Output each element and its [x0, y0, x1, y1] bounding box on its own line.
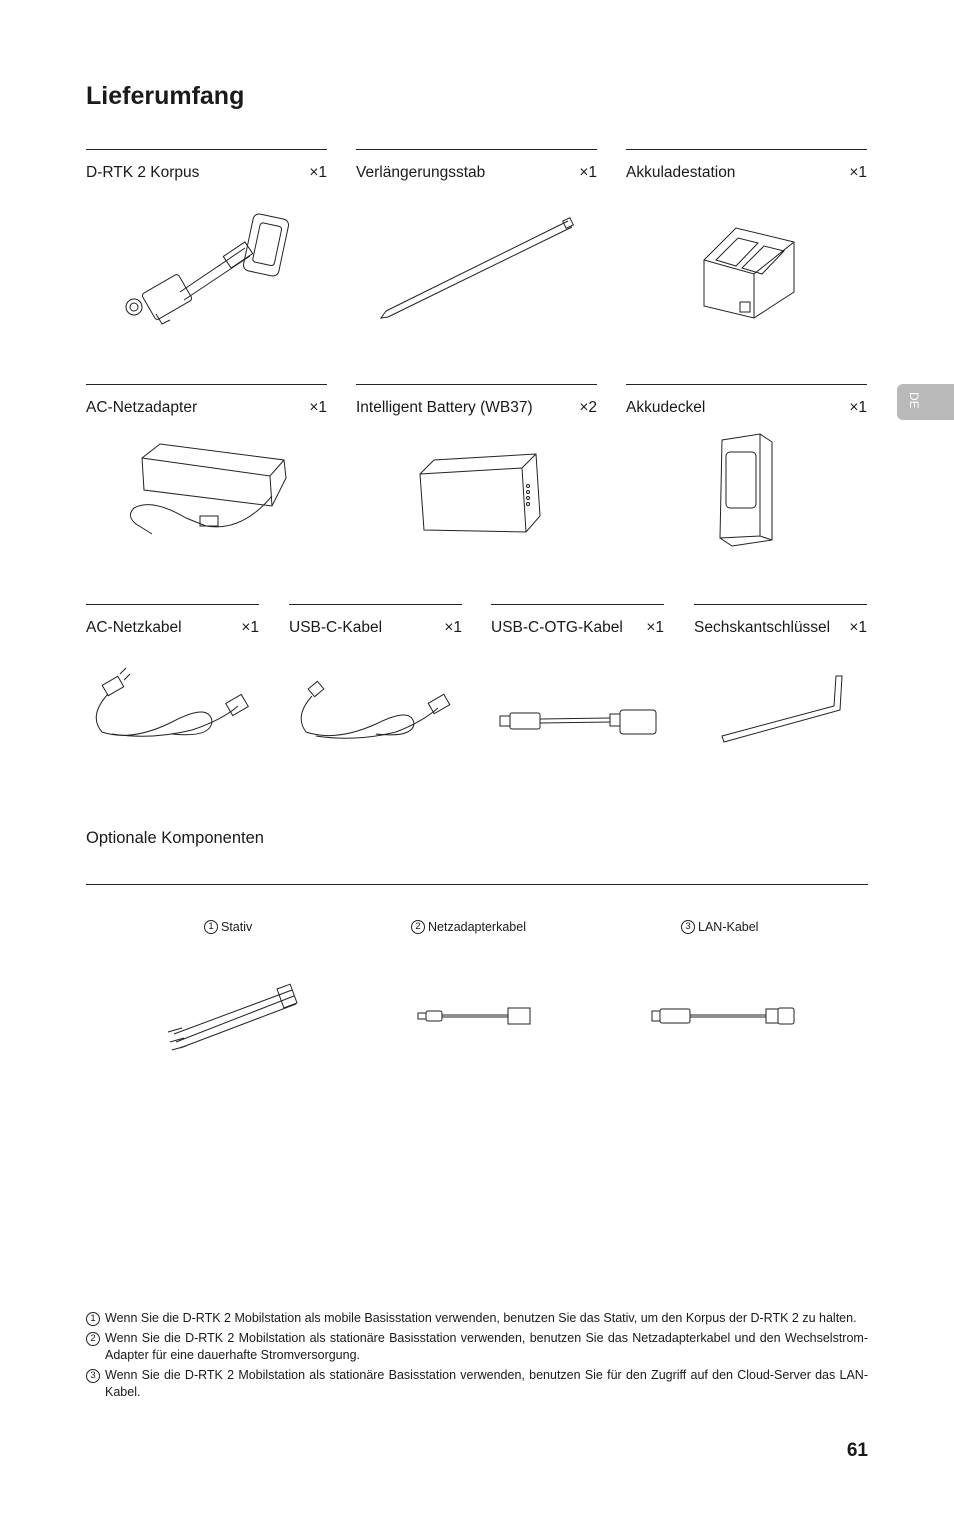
circled-number: 2 [86, 1332, 100, 1346]
item-name: USB-C-OTG-Kabel [491, 619, 623, 636]
item-sechskantschluessel [694, 604, 867, 637]
lan-cable-illustration [650, 1006, 798, 1026]
power-adapter-cable-illustration [416, 1006, 534, 1026]
item-usb-c-otg-kabel [491, 604, 664, 637]
item-ac-netzkabel [86, 604, 259, 637]
optional-divider [86, 884, 868, 885]
item-name: Akkuladestation [626, 164, 736, 181]
language-tab [897, 384, 954, 420]
item-name: Akkudeckel [626, 399, 706, 416]
tripod-illustration [164, 982, 304, 1052]
footnote [86, 1330, 868, 1364]
item-qty: ×1 [849, 399, 867, 416]
item-akkuladestation [626, 149, 867, 182]
item-qty: ×1 [309, 399, 327, 416]
circled-number: 1 [86, 1312, 100, 1326]
footnote-text: Wenn Sie die D-RTK 2 Mobilstation als mobile Basisstation verwenden, benutzen Sie das Stativ, um den Korpus der D-RTK 2 zu halten. [105, 1311, 857, 1325]
item-name: Intelligent Battery (WB37) [356, 399, 533, 416]
item-name: D-RTK 2 Korpus [86, 164, 200, 181]
language-tab-label: DE [907, 392, 921, 409]
item-name: Verlängerungsstab [356, 164, 486, 181]
battery-cover-illustration [716, 432, 776, 548]
extension-rod-illustration [376, 215, 576, 320]
item-qty: ×1 [646, 619, 664, 636]
footnote [86, 1310, 868, 1327]
item-qty: ×1 [579, 164, 597, 181]
optional-item-label: Stativ [221, 920, 253, 934]
item-usb-c-kabel [289, 604, 462, 637]
intelligent-battery-illustration [416, 450, 544, 536]
item-verlaengerungsstab [356, 149, 597, 182]
optional-item-stativ [204, 920, 252, 934]
usb-c-cable-illustration [296, 680, 456, 744]
optional-item-lan-kabel [681, 920, 758, 934]
item-qty: ×1 [849, 164, 867, 181]
circled-number: 3 [86, 1369, 100, 1383]
item-qty: ×1 [444, 619, 462, 636]
item-d-rtk-2-korpus [86, 149, 327, 182]
item-qty: ×2 [579, 399, 597, 416]
footnote-text: Wenn Sie die D-RTK 2 Mobilstation als stationäre Basisstation verwenden, benutzen Sie für den Zugriff auf den Cloud-Server das LAN-Kabel. [105, 1368, 868, 1399]
d-rtk-2-body-illustration [120, 210, 290, 330]
ac-power-adapter-illustration [122, 436, 294, 546]
optional-item-label: LAN-Kabel [698, 920, 759, 934]
item-qty: ×1 [241, 619, 259, 636]
page-title: Lieferumfang [86, 82, 245, 110]
item-qty: ×1 [849, 619, 867, 636]
item-name: AC-Netzkabel [86, 619, 182, 636]
item-intelligent-battery [356, 384, 597, 417]
usb-c-otg-cable-illustration [498, 706, 660, 740]
circled-number: 1 [204, 920, 218, 934]
item-name: USB-C-Kabel [289, 619, 383, 636]
circled-number: 2 [411, 920, 425, 934]
item-name: Sechskantschlüssel [694, 619, 831, 636]
circled-number: 3 [681, 920, 695, 934]
item-qty: ×1 [309, 164, 327, 181]
item-akkudeckel [626, 384, 867, 417]
item-ac-netzadapter [86, 384, 327, 417]
ac-power-cable-illustration [92, 672, 254, 744]
hex-key-illustration [718, 672, 846, 744]
page-number: 61 [846, 1440, 868, 1461]
optional-item-label: Netzadapterkabel [428, 920, 526, 934]
optional-item-netzadapterkabel [411, 920, 526, 934]
optional-components-title: Optionale Komponenten [86, 829, 264, 847]
item-name: AC-Netzadapter [86, 399, 198, 416]
footnotes [86, 1310, 868, 1404]
footnote [86, 1367, 868, 1401]
charging-station-illustration [696, 222, 800, 322]
footnote-text: Wenn Sie die D-RTK 2 Mobilstation als stationäre Basisstation verwenden, benutzen Sie das Netzadapterkabel und den Wechselstrom-Adapter für eine dauerhafte Stromversorgung. [105, 1331, 868, 1362]
